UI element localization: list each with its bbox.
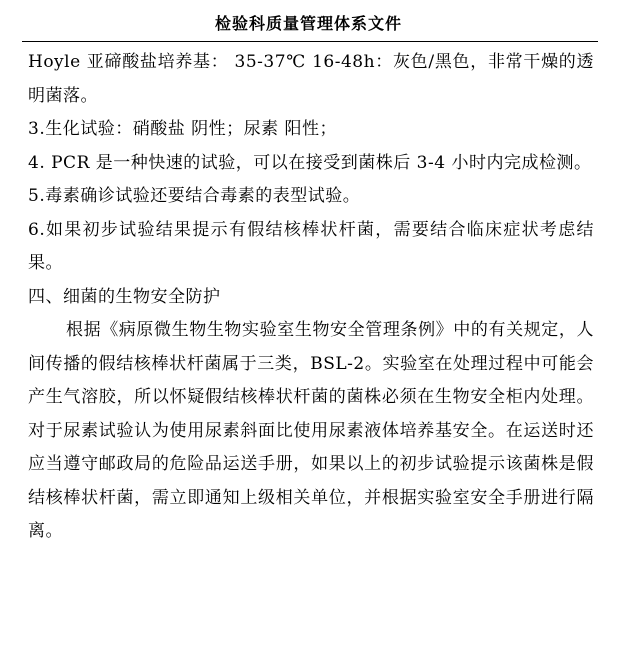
section-heading-biosafety: 四、细菌的生物安全防护 xyxy=(28,286,221,307)
paragraph-biosafety: 根据《病原微生物生物实验室生物安全管理条例》中的有关规定，人间传播的假结核棒状杆菌属于三类，BSL-2。实验室在处理过程中可能会产生气溶胶，所以怀疑假结核棒状杆菌的菌株必须在生物安全柜内处理。对于尿素试验认为使用尿素斜面比使用尿素液体培养基安全。在运送时还应当遵守邮政局的危险品运送手册，如果以上的初步试验提示该菌株是假结核棒状杆菌，需立即通知上级相关单位，并根据实验室安全手册进行隔离。 xyxy=(28,320,594,541)
paragraph-hoyle-medium: Hoyle 亚碲酸盐培养基： 35-37℃ 16-48h：灰色/黑色，非常干燥的透明菌落。 xyxy=(28,52,594,106)
document-body xyxy=(28,46,594,549)
paragraph-preliminary-result: 6.如果初步试验结果提示有假结核棒状杆菌，需要结合临床症状考虑结果。 xyxy=(28,219,594,273)
paragraph-pcr: 4. PCR 是一种快速的试验，可以在接受到菌株后 3-4 小时内完成检测。 xyxy=(28,152,592,173)
header-divider xyxy=(22,41,598,42)
paragraph-biochemical-test: 3.生化试验：硝酸盐 阴性；尿素 阳性； xyxy=(28,119,338,139)
paragraph-toxin-test: 5.毒素确诊试验还要结合毒素的表型试验。 xyxy=(28,186,361,206)
document-header-title: 检验科质量管理体系文件 xyxy=(214,14,402,33)
